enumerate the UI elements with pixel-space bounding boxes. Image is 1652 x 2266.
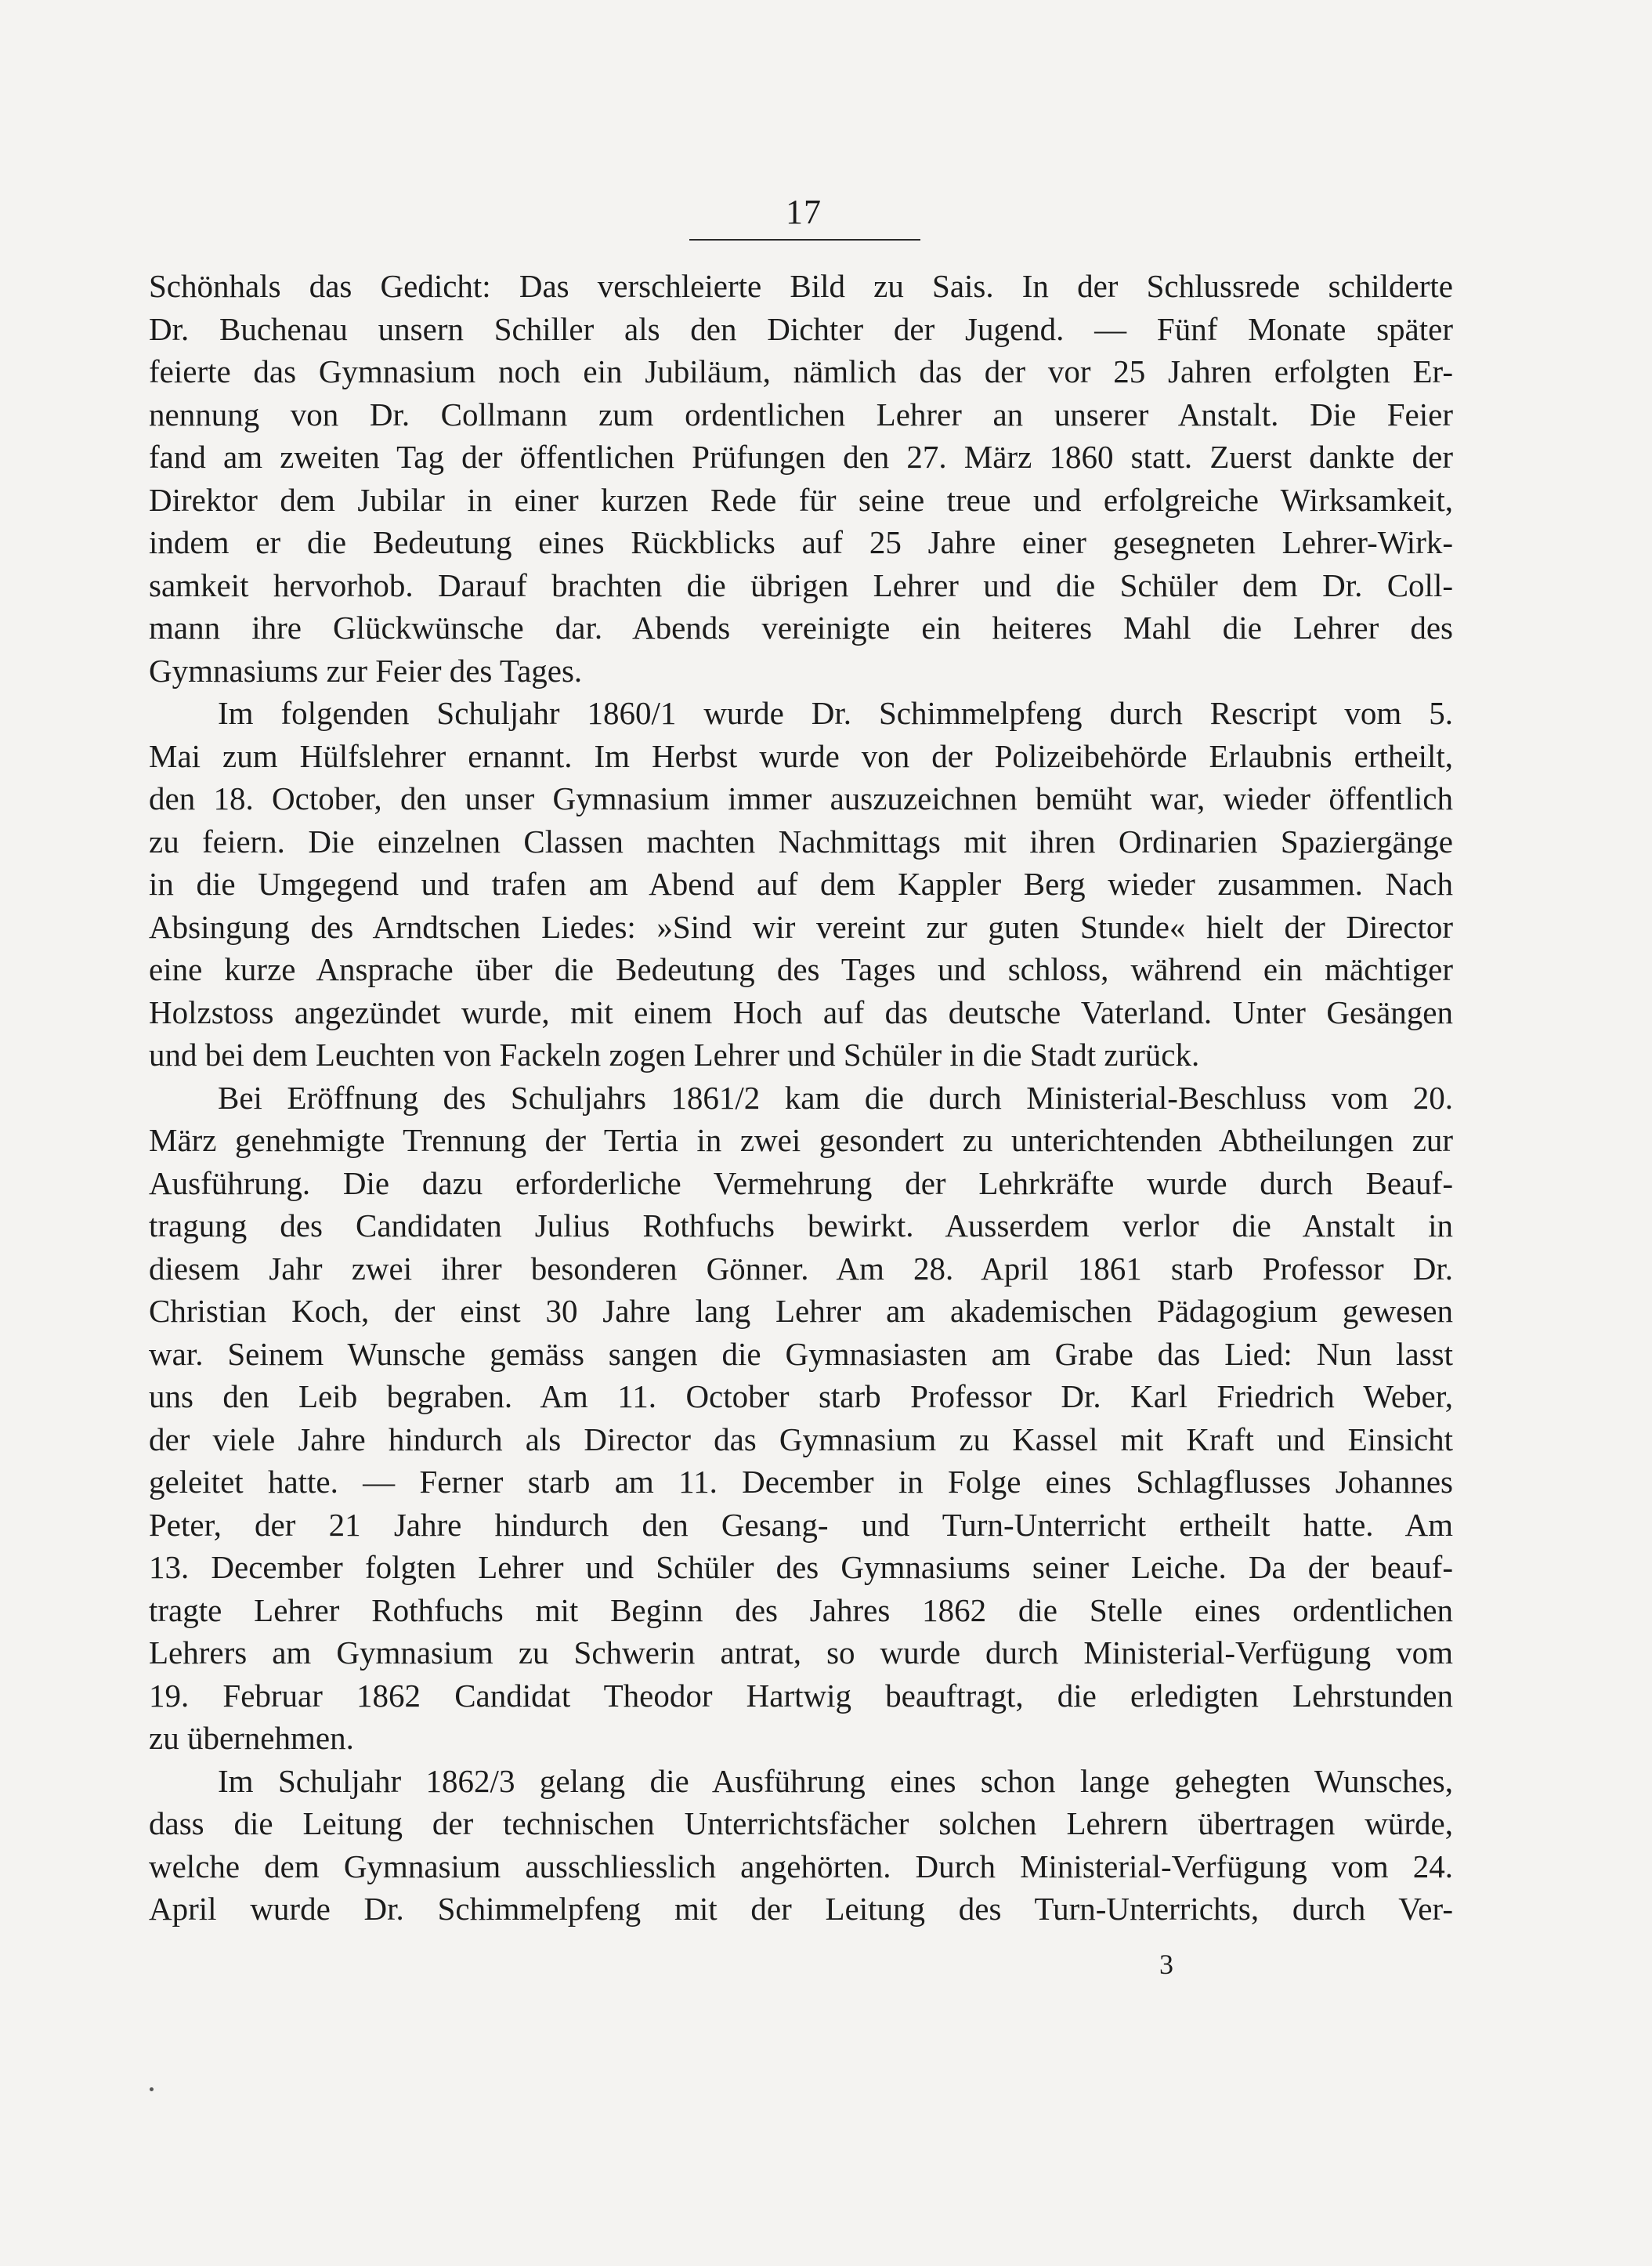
text-line: welche dem Gymnasium ausschliesslich angehörten. Durch Ministerial-Verfügung vom 24. [149, 1848, 1453, 1884]
signature-mark: 3 [1159, 1949, 1173, 1980]
text-line: fand am zweiten Tag der öffentlichen Prüfungen den 27. März 1860 statt. Zuerst dankte der [149, 439, 1453, 475]
text-line: Mai zum Hülfslehrer ernannt. Im Herbst wurde von der Polizeibehörde Erlaubnis ertheilt, [149, 737, 1453, 774]
text-line: Holzstoss angezündet wurde, mit einem Hoch auf das deutsche Vaterland. Unter Gesängen [149, 994, 1453, 1030]
text-line: April wurde Dr. Schimmelpfeng mit der Leitung des Turn-Unterrichts, durch Ver- [149, 1891, 1453, 1927]
text-line: nennung von Dr. Collmann zum ordentlichen Lehrer an unserer Anstalt. Die Feier [149, 396, 1453, 433]
text-line: zu feiern. Die einzelnen Classen machten Nachmittags mit ihren Ordinarien Spaziergänge [149, 823, 1453, 860]
speck-mark [150, 2087, 154, 2091]
text-line: Absingung des Arndtschen Liedes: »Sind wir vereint zur guten Stunde« hielt der Director [149, 908, 1453, 945]
text-line: Im folgenden Schuljahr 1860/1 wurde Dr. Schimmelpfeng durch Rescript vom 5. [218, 695, 1453, 731]
page-number: 17 [786, 193, 822, 231]
text-line: in die Umgegend und trafen am Abend auf dem Kappler Berg wieder zusammen. Nach [149, 866, 1453, 902]
text-line: indem er die Bedeutung eines Rückblicks auf 25 Jahre einer gesegneten Lehrer-Wirk- [149, 524, 1453, 560]
text-line: Schönhals das Gedicht: Das verschleierte Bild zu Sais. In der Schlussrede schilderte [149, 268, 1453, 304]
text-line: Im Schuljahr 1862/3 gelang die Ausführung eines schon lange gehegten Wunsches, [218, 1762, 1453, 1799]
text-line: diesem Jahr zwei ihrer besonderen Gönner. Am 28. April 1861 starb Professor Dr. [149, 1250, 1453, 1287]
text-line: März genehmigte Trennung der Tertia in zwei gesondert zu unterichtenden Abtheilungen zur [149, 1122, 1453, 1158]
text-line: zu übernehmen. [149, 1720, 354, 1756]
body-text [149, 265, 1453, 1931]
text-line: Gymnasiums zur Feier des Tages. [149, 652, 583, 689]
text-line: und bei dem Leuchten von Fackeln zogen Lehrer und Schüler in die Stadt zurück. [149, 1037, 1200, 1073]
text-line: Dr. Buchenau unsern Schiller als den Dichter der Jugend. — Fünf Monate später [149, 310, 1453, 347]
text-line: Direktor dem Jubilar in einer kurzen Rede für seine treue und erfolgreiche Wirksamkeit, [149, 481, 1453, 518]
text-line: 13. December folgten Lehrer und Schüler des Gymnasiums seiner Leiche. Da der beauf- [149, 1549, 1453, 1585]
header-rule [689, 239, 920, 241]
text-line: dass die Leitung der technischen Unterrichtsfächer solchen Lehrern übertragen würde, [149, 1805, 1453, 1841]
text-line: feierte das Gymnasium noch ein Jubiläum, nämlich das der vor 25 Jahren erfolgten Er- [149, 353, 1453, 389]
text-line: eine kurze Ansprache über die Bedeutung des Tages und schloss, während ein mächtiger [149, 951, 1453, 987]
text-line: den 18. October, den unser Gymnasium immer auszuzeichnen bemüht war, wieder öffentlich [149, 780, 1453, 816]
text-line: Lehrers am Gymnasium zu Schwerin antrat, so wurde durch Ministerial-Verfügung vom [149, 1634, 1453, 1671]
text-line: tragung des Candidaten Julius Rothfuchs bewirkt. Ausserdem verlor die Anstalt in [149, 1207, 1453, 1243]
text-line: samkeit hervorhob. Darauf brachten die übrigen Lehrer und die Schüler dem Dr. Coll- [149, 566, 1453, 603]
text-line: Peter, der 21 Jahre hindurch den Gesang- und Turn-Unterricht ertheilt hatte. Am [149, 1506, 1453, 1543]
text-line: mann ihre Glückwünsche dar. Abends vereinigte ein heiteres Mahl die Lehrer des [149, 610, 1453, 646]
text-line: war. Seinem Wunsche gemäss sangen die Gymnasiasten am Grabe das Lied: Nun lasst [149, 1335, 1453, 1372]
text-line: Bei Eröffnung des Schuljahrs 1861/2 kam die durch Ministerial-Beschluss vom 20. [218, 1079, 1453, 1116]
text-line: der viele Jahre hindurch als Director das Gymnasium zu Kassel mit Kraft und Einsicht [149, 1421, 1453, 1457]
text-line: 19. Februar 1862 Candidat Theodor Hartwig beauftragt, die erledigten Lehrstunden [149, 1677, 1453, 1714]
text-line: Ausführung. Die dazu erforderliche Vermehrung der Lehrkräfte wurde durch Beauf- [149, 1164, 1453, 1201]
text-line: geleitet hatte. — Ferner starb am 11. December in Folge eines Schlagflusses Johannes [149, 1464, 1453, 1500]
text-line: tragte Lehrer Rothfuchs mit Beginn des Jahres 1862 die Stelle eines ordentlichen [149, 1591, 1453, 1628]
text-line: Christian Koch, der einst 30 Jahre lang Lehrer am akademischen Pädagogium gewesen [149, 1293, 1453, 1329]
text-line: uns den Leib begraben. Am 11. October starb Professor Dr. Karl Friedrich Weber, [149, 1378, 1453, 1414]
